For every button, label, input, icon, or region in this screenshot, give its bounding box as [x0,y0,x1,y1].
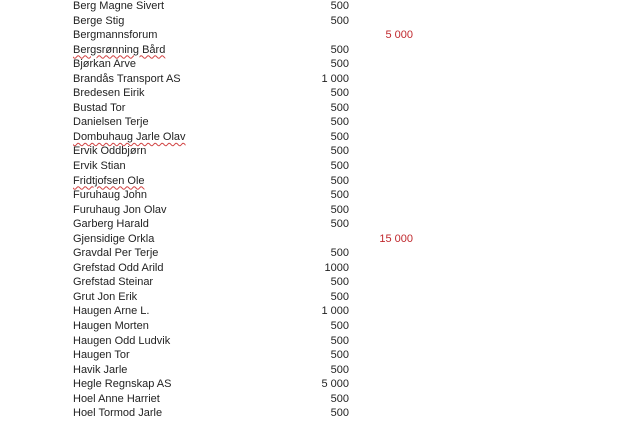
donor-name: Bergmannsforum [73,29,158,42]
list-item [0,203,630,218]
donation-amount: 500 [330,276,349,289]
donation-amount: 500 [330,145,349,158]
donor-name: Fridtjofsen Ole [73,174,145,187]
donor-name: Ervik Oddbjørn [73,145,147,158]
donation-amount: 500 [330,116,349,129]
donation-amount: 500 [330,290,349,303]
list-item [0,290,630,305]
donor-name: Bustad Tor [73,101,126,114]
list-item [0,246,630,261]
donor-name: Bjørkan Arve [73,58,136,71]
list-item [0,115,630,130]
list-item [0,406,630,421]
donor-name: Berg Magne Sivert [73,0,165,12]
list-item [0,275,630,290]
list-item [0,377,630,392]
donor-name: Grut Jon Erik [73,290,138,303]
donor-name: Grefstad Odd Arild [73,261,164,274]
list-item [0,57,630,72]
donor-name: Hegle Regnskap AS [73,378,172,391]
donor-name: Berge Stig [73,14,125,27]
list-item [0,348,630,363]
donation-amount: 1000 [324,261,349,274]
donation-amount: 500 [330,43,349,56]
donor-name: Furuhaug Jon Olav [73,203,167,216]
list-item [0,0,630,14]
list-item [0,28,630,43]
list-item [0,159,630,174]
list-item [0,188,630,203]
donation-amount: 500 [330,189,349,202]
donation-amount: 500 [330,247,349,260]
list-item [0,363,630,378]
donation-amount: 500 [330,320,349,333]
donation-amount: 5 000 [321,378,349,391]
list-item [0,43,630,58]
donation-amount: 500 [330,130,349,143]
sponsor-amount: 5 000 [385,29,413,42]
list-item [0,334,630,349]
donor-name: Gravdal Per Terje [73,247,159,260]
donor-name: Bergsrønning Bård [73,43,166,56]
list-item [0,217,630,232]
donation-amount: 500 [330,101,349,114]
donor-name: Gjensidige Orkla [73,232,155,245]
donation-amount: 500 [330,174,349,187]
donor-name: Danielsen Terje [73,116,149,129]
list-item [0,86,630,101]
list-item [0,144,630,159]
list-item [0,72,630,87]
donor-name: Hoel Anne Harriet [73,392,160,405]
list-item [0,392,630,407]
donation-amount: 500 [330,218,349,231]
list-item [0,261,630,276]
donation-amount: 500 [330,14,349,27]
list-item [0,319,630,334]
donation-amount: 500 [330,349,349,362]
donation-amount: 500 [330,334,349,347]
donor-name: Haugen Odd Ludvik [73,334,171,347]
donor-name: Dombuhaug Jarle Olav [73,130,186,143]
donation-amount: 1 000 [321,305,349,318]
list-item [0,174,630,189]
donation-amount: 500 [330,0,349,12]
donation-amount: 500 [330,87,349,100]
donation-amount: 500 [330,407,349,420]
list-item [0,101,630,116]
list-item [0,304,630,319]
donor-name: Bredesen Eirik [73,87,145,100]
donor-name: Furuhaug John [73,189,147,202]
donor-name: Brandås Transport AS [73,72,181,85]
donor-name: Haugen Tor [73,349,130,362]
sponsor-amount: 15 000 [379,232,413,245]
donation-amount: 500 [330,160,349,173]
list-item [0,14,630,29]
donor-name: Hoel Tormod Jarle [73,407,163,420]
donor-name: Havik Jarle [73,363,128,376]
donor-name: Grefstad Steinar [73,276,154,289]
donation-amount: 1 000 [321,72,349,85]
donation-amount: 500 [330,58,349,71]
donation-amount: 500 [330,392,349,405]
donation-amount: 500 [330,203,349,216]
donor-name: Ervik Stian [73,160,126,173]
donation-amount: 500 [330,363,349,376]
donor-name: Haugen Morten [73,320,149,333]
list-item [0,232,630,247]
donor-name: Garberg Harald [73,218,149,231]
list-item [0,130,630,145]
donor-name: Haugen Arne L. [73,305,150,318]
